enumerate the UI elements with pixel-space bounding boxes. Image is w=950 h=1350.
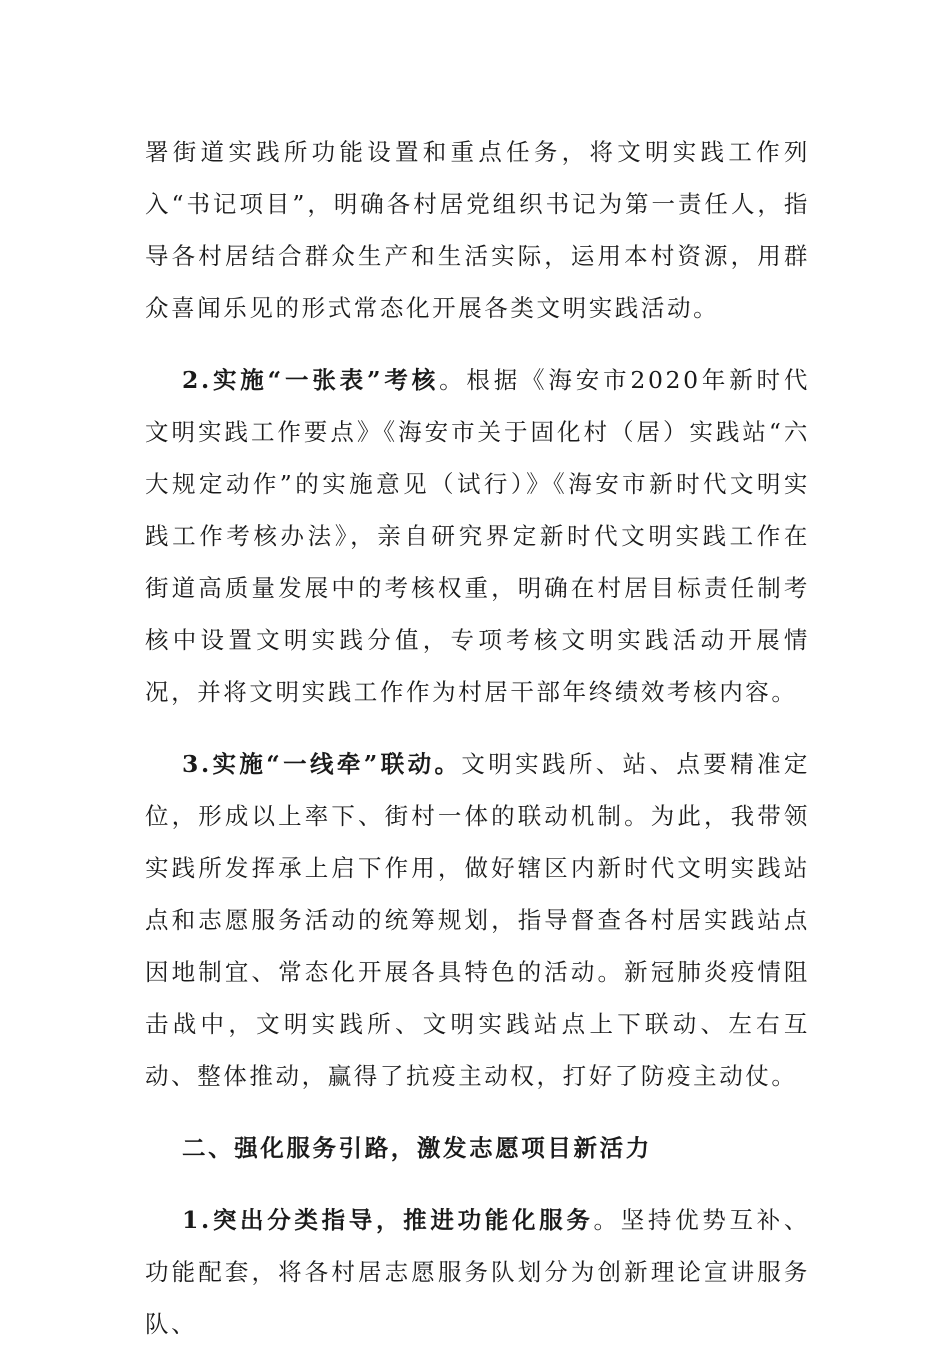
document-body (145, 126, 810, 1350)
item-lead-heading: 3.实施“一线牵”联动。 (182, 750, 462, 778)
item-lead-heading: 2.实施“一张表”考核 (182, 366, 440, 394)
paragraph-item-3 (145, 738, 810, 1102)
paragraph-text: 文明实践所、站、点要精准定位，形成以上率下、街村一体的联动机制。为此，我带领实践所发挥承上启下作用，做好辖区内新时代文明实践站点和志愿服务活动的统筹规划，指导督查各村居实践站点因地制宜、常态化开展各具特色的活动。新冠肺炎疫情阻击战中，文明实践所、文明实践站点上下联动、左右互动、整体推动，赢得了抗疫主动权，打好了防疫主动仗。 (145, 750, 810, 1090)
paragraph-gap (145, 334, 810, 354)
paragraph-item-2 (145, 354, 810, 718)
paragraph-gap (145, 1174, 810, 1194)
paragraph-gap (145, 718, 810, 738)
paragraph-text: 。坚持优势互补、功能配套，将各村居志愿服务队划分为创新理论宣讲服务队、 (145, 1206, 810, 1338)
section-heading: 二、强化服务引路，激发志愿项目新活力 (182, 1134, 652, 1162)
paragraph-item-1 (145, 1194, 810, 1350)
paragraph-continuation (145, 126, 810, 334)
paragraph-text: 署街道实践所功能设置和重点任务，将文明实践工作列入“书记项目”，明确各村居党组织书记为第一责任人，指导各村居结合群众生产和生活实际，运用本村资源，用群众喜闻乐见的形式常态化开展各类文明实践活动。 (145, 138, 810, 322)
item-lead-heading: 1.突出分类指导，推进功能化服务 (182, 1206, 594, 1234)
paragraph-text: 。根据《海安市2020年新时代文明实践工作要点》《海安市关于固化村（居）实践站“六大规定动作”的实施意见（试行）》《海安市新时代文明实践工作考核办法》，亲自研究界定新时代文明实践工作在街道高质量发展中的考核权重，明确在村居目标责任制考核中设置文明实践分值，专项考核文明实践活动开展情况，并将文明实践工作作为村居干部年终绩效考核内容。 (145, 366, 810, 706)
paragraph-gap (145, 1102, 810, 1122)
